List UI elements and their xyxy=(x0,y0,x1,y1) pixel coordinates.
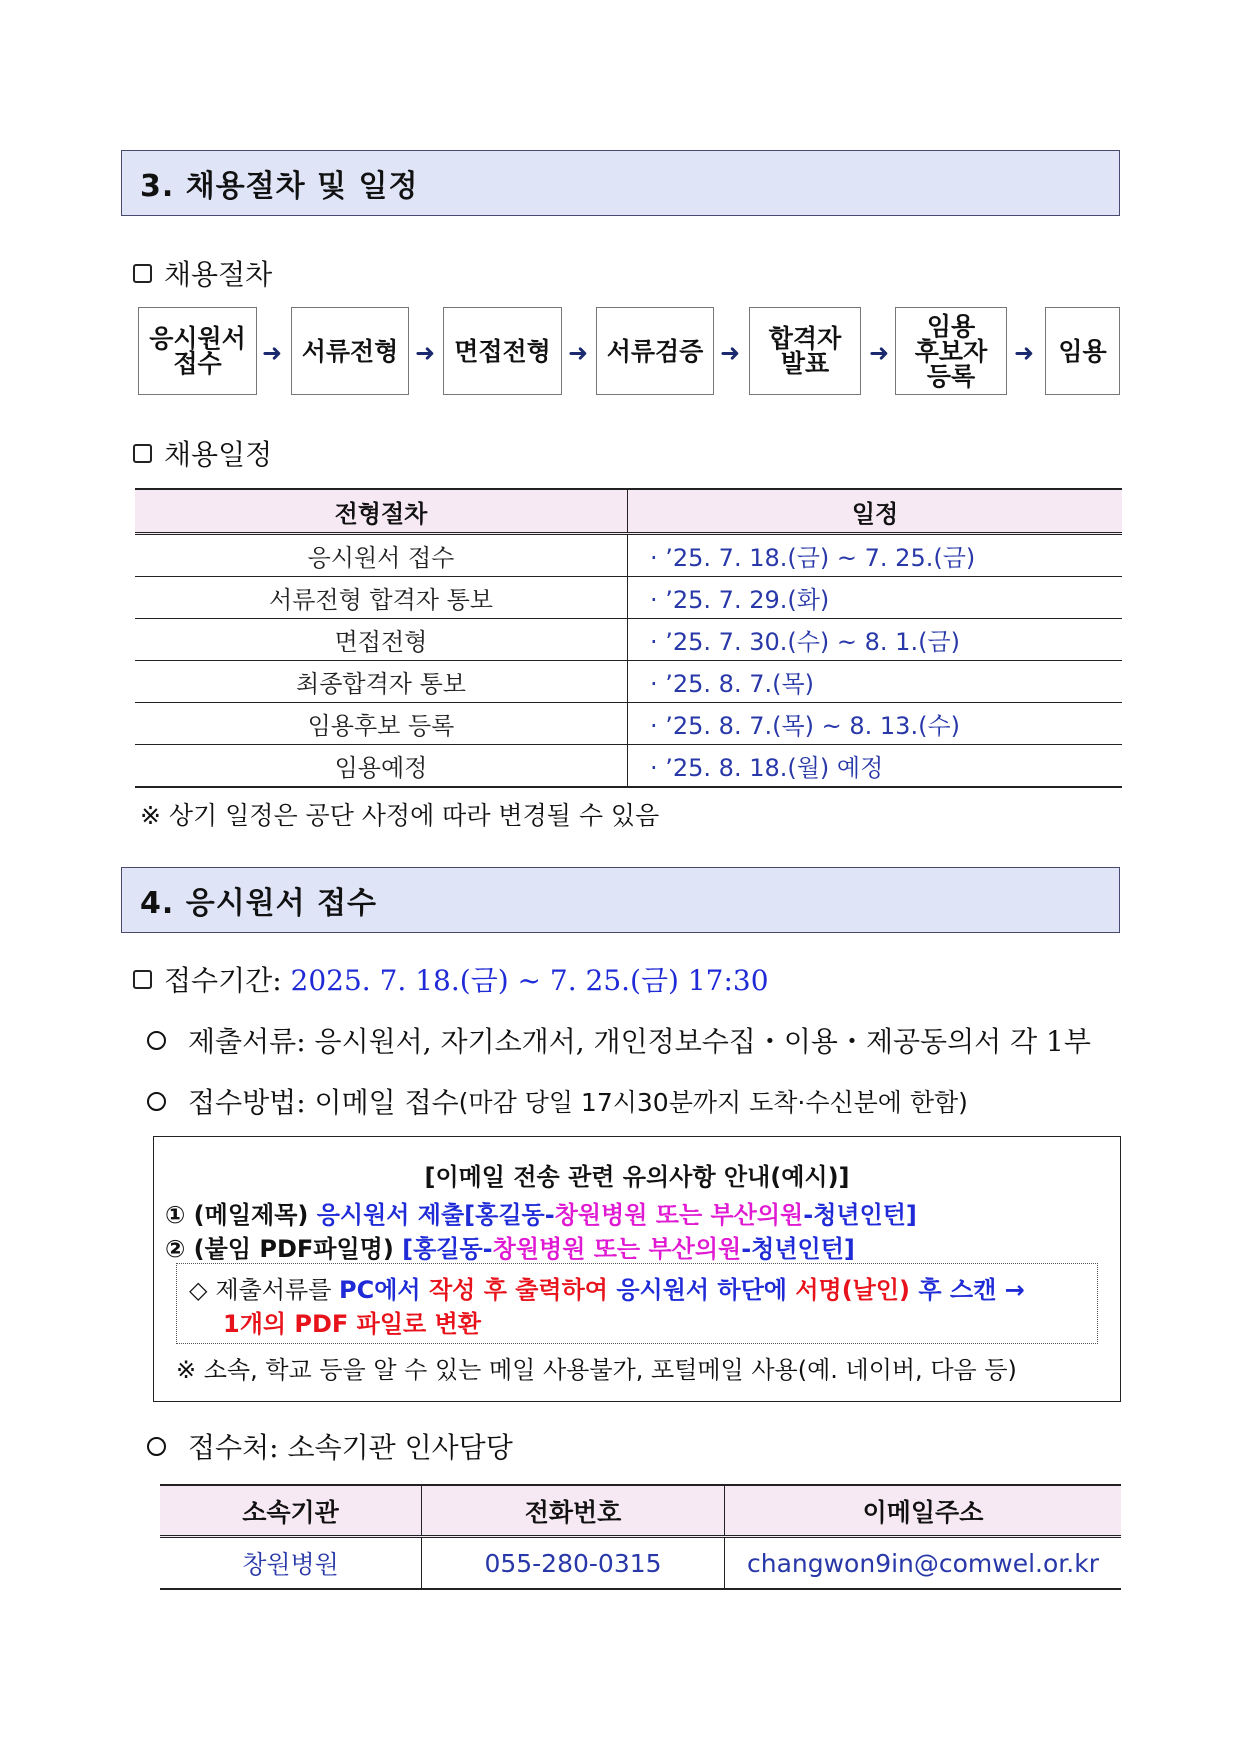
email-subject-line: ① (메일제목) 응시원서 제출[홍길동-창원병원 또는 부산의원-청년인턴] xyxy=(165,1201,917,1229)
arrow-icon: ➜ xyxy=(720,339,741,367)
step-document-screening: 서류전형 xyxy=(291,307,409,395)
checkbox-square-icon xyxy=(133,264,152,283)
email-notice-title: [이메일 전송 관련 유의사항 안내(예시)] xyxy=(424,1163,850,1191)
method-label: 접수방법: 이메일 접수 xyxy=(188,1086,459,1119)
step-appointment: 임용 xyxy=(1045,307,1120,395)
table-row xyxy=(135,619,1122,661)
method-item xyxy=(147,1081,968,1121)
checkbox-square-icon xyxy=(133,444,152,463)
email-notice-box xyxy=(153,1136,1121,1402)
schedule-note: ※ 상기 일정은 공단 사정에 따라 변경될 수 있음 xyxy=(140,801,660,830)
column-header: 이메일주소 xyxy=(725,1485,1122,1537)
schedule-date: · ’25. 7. 29.(화) xyxy=(628,577,1123,619)
schedule-table xyxy=(135,488,1122,788)
period-label: 접수기간 xyxy=(164,964,273,997)
circle-bullet-icon xyxy=(147,1031,166,1050)
step-interview: 면접전형 xyxy=(443,307,562,395)
schedule-step: 면접전형 xyxy=(135,619,628,661)
process-flow xyxy=(138,307,1121,397)
table-row xyxy=(135,703,1122,745)
contact-org: 창원병원 xyxy=(160,1537,422,1590)
method-note: (마감 당일 17시30분까지 도착·수신분에 한함) xyxy=(458,1088,968,1117)
contact-email: changwon9in@comwel.or.kr xyxy=(725,1537,1122,1590)
schedule-step: 최종합격자 통보 xyxy=(135,661,628,703)
contact-phone: 055-280-0315 xyxy=(422,1537,725,1590)
arrow-icon: ➜ xyxy=(262,339,283,367)
email-attachment-line: ② (붙임 PDF파일명) [홍길동-창원병원 또는 부산의원-청년인턴] xyxy=(165,1235,855,1263)
circle-bullet-icon xyxy=(147,1092,166,1111)
period-value: 2025. 7. 18.(금) ~ 7. 25.(금) 17:30 xyxy=(290,964,769,997)
schedule-step: 서류전형 합격자 통보 xyxy=(135,577,628,619)
checkbox-square-icon xyxy=(133,970,152,989)
table-row xyxy=(135,745,1122,788)
schedule-date: · ’25. 8. 18.(월) 예정 xyxy=(628,745,1123,788)
table-header-row xyxy=(135,489,1122,534)
column-header: 전화번호 xyxy=(422,1485,725,1537)
section-3-title: 3. 채용절차 및 일정 xyxy=(121,150,1120,216)
contact-item xyxy=(147,1426,513,1466)
documents-item xyxy=(147,1020,1091,1060)
table-row xyxy=(135,534,1122,577)
contact-label: 접수처: 소속기관 인사담당 xyxy=(188,1431,513,1464)
schedule-heading: 채용일정 xyxy=(133,433,272,473)
step-document-verification: 서류검증 xyxy=(596,307,714,395)
schedule-date: · ’25. 7. 18.(금) ~ 7. 25.(금) xyxy=(628,534,1123,577)
column-header: 소속기관 xyxy=(160,1485,422,1537)
email-warning: ※ 소속, 학교 등을 알 수 있는 메일 사용불가, 포털메일 사용(예. 네이버, 다음 등) xyxy=(176,1356,1017,1384)
schedule-step: 임용예정 xyxy=(135,745,628,788)
application-period: 접수기간: 2025. 7. 18.(금) ~ 7. 25.(금) 17:30 xyxy=(133,959,769,999)
submission-tip-line-1: ◇ 제출서류를 PC에서 작성 후 출력하여 응시원서 하단에 서명(날인) 후 스캔 → xyxy=(189,1276,1025,1304)
arrow-icon: ➜ xyxy=(869,339,890,367)
schedule-step: 응시원서 접수 xyxy=(135,534,628,577)
column-header: 전형절차 xyxy=(135,489,628,534)
arrow-icon: ➜ xyxy=(1014,339,1035,367)
table-row xyxy=(160,1537,1121,1590)
arrow-icon: ➜ xyxy=(568,339,589,367)
schedule-step: 임용후보 등록 xyxy=(135,703,628,745)
table-header-row xyxy=(160,1485,1121,1537)
section-4-title: 4. 응시원서 접수 xyxy=(121,867,1120,933)
step-pass-announcement: 합격자 발표 xyxy=(749,307,861,395)
submission-tip-line-2: 1개의 PDF 파일로 변환 xyxy=(223,1310,481,1338)
table-row xyxy=(135,661,1122,703)
circle-bullet-icon xyxy=(147,1437,166,1456)
schedule-date: · ’25. 8. 7.(목) ~ 8. 13.(수) xyxy=(628,703,1123,745)
contact-table xyxy=(160,1484,1121,1590)
step-application: 응시원서 접수 xyxy=(138,307,257,395)
arrow-icon: ➜ xyxy=(415,339,436,367)
submission-tip-box xyxy=(176,1263,1098,1344)
column-header: 일정 xyxy=(628,489,1123,534)
schedule-date: · ’25. 8. 7.(목) xyxy=(628,661,1123,703)
schedule-date: · ’25. 7. 30.(수) ~ 8. 1.(금) xyxy=(628,619,1123,661)
table-row xyxy=(135,577,1122,619)
step-candidate-registration: 임용 후보자 등록 xyxy=(895,307,1007,395)
diamond-icon: ◇ xyxy=(189,1276,208,1304)
documents-text: 제출서류: 응시원서, 자기소개서, 개인정보수집・이용・제공동의서 각 1부 xyxy=(188,1025,1091,1058)
process-heading: 채용절차 xyxy=(133,253,272,293)
